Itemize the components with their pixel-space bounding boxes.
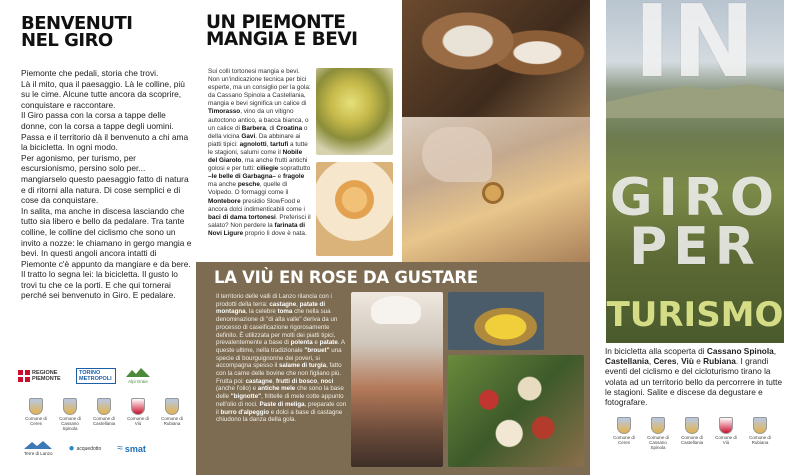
torino-metropoli-logo [76, 368, 116, 384]
mushrooms-photo [402, 0, 590, 117]
headline-giro: GIRO [609, 168, 781, 228]
viu-title: LA VIÙ EN ROSE DA GUSTARE [214, 268, 478, 287]
text-run: a tutte le stagioni, salumi come il [208, 140, 308, 156]
paragraph: Per agonismo, per turismo, per escursionismo, persino solo per... mangiarselo questo paesaggio fatto di natura e di ritorni alla natura. Di cose semplici e di cose da conquistare. [21, 152, 189, 206]
highlight-term: pesche [237, 181, 260, 189]
shield-icon [97, 398, 111, 415]
headline-turismo: TURISMO [606, 295, 784, 335]
text-run: In bicicletta alla scoperta di [605, 346, 707, 356]
crest-cassano [646, 417, 670, 450]
highlight-term: Ceres [653, 356, 677, 367]
crest-label: Comune di Rubiana [749, 435, 771, 445]
column-benvenuti [0, 0, 196, 475]
crest-ceres [612, 417, 636, 450]
highlight-term: baci di dama tortonesi [208, 213, 276, 221]
cookies-photo [316, 162, 393, 256]
text-run: . Da abbinare ai piatti tipici: [208, 132, 301, 148]
highlight-term: salame di turgia [278, 362, 327, 370]
comuni-crests-right [612, 417, 772, 450]
highlight-term: patate [319, 339, 338, 347]
highlight-term: burro d'alpeggio [220, 408, 270, 416]
crest-ceres [24, 398, 48, 431]
highlight-term: polenta [290, 339, 313, 347]
highlight-term: farinata di Novi Ligure [208, 221, 305, 237]
crest-label: Comune di Viù [715, 435, 737, 445]
partner-logos [18, 368, 194, 384]
logo-label: TORINO METROPOLI [76, 368, 116, 384]
highlight-term: Nobile del Giarolo [208, 148, 303, 165]
acquedotto-logo [69, 443, 102, 454]
shield-icon [165, 398, 179, 415]
crest-label: Comune di Castellania [92, 416, 116, 426]
text-run: e [312, 339, 320, 347]
text-run: e dolci a base di castagne chiudono la danza della gola. [216, 408, 343, 424]
text-run: , [676, 356, 682, 367]
regione-piemonte-logo [18, 370, 66, 382]
polenta-photo [448, 292, 544, 350]
comuni-crests-left [24, 398, 184, 431]
highlight-term: Paste di meliga [259, 400, 305, 408]
text-run: (anche l'olio) e [216, 385, 258, 393]
mangia-bevi-text [208, 68, 312, 238]
text-run: . Preferisci il salato? Non perdere la [208, 213, 311, 229]
highlight-term: frutti di bosco [275, 377, 318, 385]
logo-label: Terre di Lanzo [24, 451, 53, 456]
paragraph: Là il mito, qua il paesaggio. Là le colline, più su le cime. Alcune tutte ancora da scoprire, conquistare e raccontare. [21, 78, 185, 110]
mountains-icon [24, 441, 52, 449]
crest-cassano [58, 398, 82, 431]
paragraph: Il Giro passa con la corsa a tappe delle donne, con la corsa a tappe degli uomini. Passa e il territorio dà il benvenuto a chi ama la bicicletta. In ogni modo. [21, 110, 189, 153]
logo-label: REGIONE PIEMONTE [32, 370, 61, 382]
text-run: , frittelle di mele cotte appunto nell'olio di noci. [216, 393, 344, 408]
viu-en-rose-section [196, 262, 590, 475]
crest-label: Comune di Ceres [25, 416, 47, 426]
crest-viu [714, 417, 738, 450]
paragraph: In salita, ma anche in discesa lasciando che tutto sia libero e bello da pedalare. Tra tante colline, le colline del ciclismo che sono un invito a nozze: le chiamano in gergo mangia e bevi. In questi angoli ancora intatti di Piemonte c'è appunto da mangiare e da bere. Il tratto lo segna lei: la bicicletta. Il gusto lo trovi tu che ce la porti. E che qui tornerai perché sei benvenuto in Giro. E pedalare. [21, 205, 192, 301]
woman-portrait-photo [351, 292, 443, 467]
mountains-icon [126, 368, 150, 377]
text-run: ma anche [208, 181, 238, 189]
wave-icon: ≈ [117, 443, 123, 454]
pasta-cutting-photo [402, 117, 590, 262]
highlight-term: Croatina [276, 124, 303, 132]
text-run: Il territorio delle valli di Lanzo rilancia con i prodotti della terra: [216, 293, 332, 308]
highlight-term: "bignotte" [230, 393, 262, 401]
highlight-term: fragole [282, 173, 305, 181]
text-run: , [272, 377, 276, 385]
crest-label: Comune di Cassano Spinola [647, 435, 669, 450]
text-run: , [317, 377, 321, 385]
text-run: e [693, 356, 704, 367]
text-run: , quelle di Volpedo. O formaggi come il [208, 181, 289, 197]
shield-icon [29, 398, 43, 415]
shield-icon [685, 417, 699, 434]
highlight-term: antiche mele [257, 385, 296, 393]
shield-icon [617, 417, 631, 434]
highlight-term: Montebore [208, 197, 241, 205]
vegetables-basket-photo [448, 355, 584, 467]
crest-label: Comune di Ceres [613, 435, 635, 445]
benvenuti-text [21, 68, 193, 301]
highlight-term: Castellania [605, 356, 649, 367]
highlight-term: Timorasso [208, 108, 241, 116]
highlight-term: tartufi [270, 140, 289, 148]
crest-castellania [92, 398, 116, 431]
headline-in: IN [633, 0, 757, 100]
highlight-term: castagne [269, 300, 297, 308]
benvenuti-title: BENVENUTI NEL GIRO [21, 13, 133, 51]
crest-label: Comune di Castellania [680, 435, 704, 445]
smat-logo [117, 443, 146, 454]
turismo-text [605, 346, 790, 407]
highlight-term: "brouet" [304, 346, 330, 354]
bonnet-shape [371, 296, 421, 324]
terre-di-lanzo-logo [24, 441, 53, 456]
text-run: , ma anche frutti antichi golosi e per tutti: [208, 157, 308, 173]
highlight-term: Viù [681, 356, 694, 367]
logo-label: Alpi Graie [128, 379, 148, 384]
crest-label: Comune di Viù [127, 416, 149, 426]
grapes-photo [316, 68, 393, 155]
paragraph: Piemonte che pedali, storia che trovi. [21, 68, 159, 78]
logo-label: acquedotto [76, 445, 102, 452]
shield-icon [131, 398, 145, 415]
drop-icon: ● [68, 443, 75, 454]
viu-text [216, 293, 347, 424]
highlight-term: castagne [245, 377, 273, 385]
shield-icon [651, 417, 665, 434]
crest-rubiana [748, 417, 772, 450]
text-run: , [773, 346, 777, 356]
shield-icon [63, 398, 77, 415]
highlight-term: Barbera [241, 124, 266, 132]
text-run: , di [265, 124, 277, 132]
text-run: Sui colli tortonesi mangia e bevi. Non un'indicazione tecnica per bici esperte, ma un consiglio per la gola: da Cassano Spinola a Castellania, mangia e bevi significa un calice di [208, 68, 311, 108]
shield-icon [753, 417, 767, 434]
alpi-graie-logo [126, 368, 150, 384]
crest-label: Comune di Cassano Spinola [59, 416, 81, 431]
text-run: che nella sua denominazione di "di alta valle" deriva da un processo di caseificazione rigorosamente definito. È utilizzata per molti dei piatti tipici, prevalentemente a base di [216, 308, 338, 347]
highlight-term: noci [320, 377, 334, 385]
column-in-giro-per-turismo [590, 0, 800, 475]
crest-viu [126, 398, 150, 431]
crest-label: Comune di Rubiana [161, 416, 183, 426]
crest-castellania [680, 417, 704, 450]
bottom-logos [24, 441, 146, 456]
text-run: , vino da un vitigno autoctono antico, a bacca bianca, o un calice di [208, 108, 309, 132]
highlight-term: Cassano Spinola [706, 346, 774, 356]
highlight-term: Rubiana [703, 356, 736, 367]
text-run: una specie di bourguignonne dei poveri, si accompagna spesso il [216, 346, 342, 370]
pasta-wheel-shape [482, 182, 504, 204]
text-run: o della vicina [208, 124, 308, 140]
crest-rubiana [160, 398, 184, 431]
text-run: che sono la base delle [216, 385, 344, 401]
highlight-term: –le belle di Garbagna– [208, 173, 276, 181]
text-run: . I grandi eventi del ciclismo e del cicloturismo tirano la volata ad un territorio bello da percorrere in tutte le stagioni. Salite e discese da degustare e fotografare. [605, 356, 783, 408]
highlight-term: patate di montagna [216, 300, 326, 316]
regione-flag-icon [18, 370, 30, 382]
mangia-bevi-title: UN PIEMONTE MANGIA E BEVI [206, 12, 358, 50]
highlight-term: toma [277, 308, 293, 316]
headline-per: PER [629, 217, 761, 277]
column-mangia-e-bevi [196, 0, 402, 262]
highlight-term: ciliegie [256, 165, 279, 173]
highlight-term: Gavi [241, 132, 256, 140]
text-run: soprattutto [278, 165, 311, 173]
highlight-term: agnolotti [239, 140, 267, 148]
text-run: , la celebre [245, 308, 278, 316]
text-run: , [296, 300, 300, 308]
text-run: , [266, 140, 271, 148]
hand-shape [422, 127, 492, 182]
text-run: , fatto con la carne delle bovine che non figliano più. Frutta poi: [216, 362, 342, 385]
shield-icon [719, 417, 733, 434]
logo-label: smat [124, 443, 146, 454]
text-run: , preparate con il [216, 400, 347, 416]
text-run: e [275, 173, 283, 181]
text-run: . A queste ultime, nella tradizionale [216, 339, 345, 354]
text-run: proprio lì dove è nata. [243, 229, 307, 237]
text-run: , [648, 356, 654, 367]
text-run: presidio SlowFood e ancora dolci indimenticabili come i [208, 197, 305, 213]
